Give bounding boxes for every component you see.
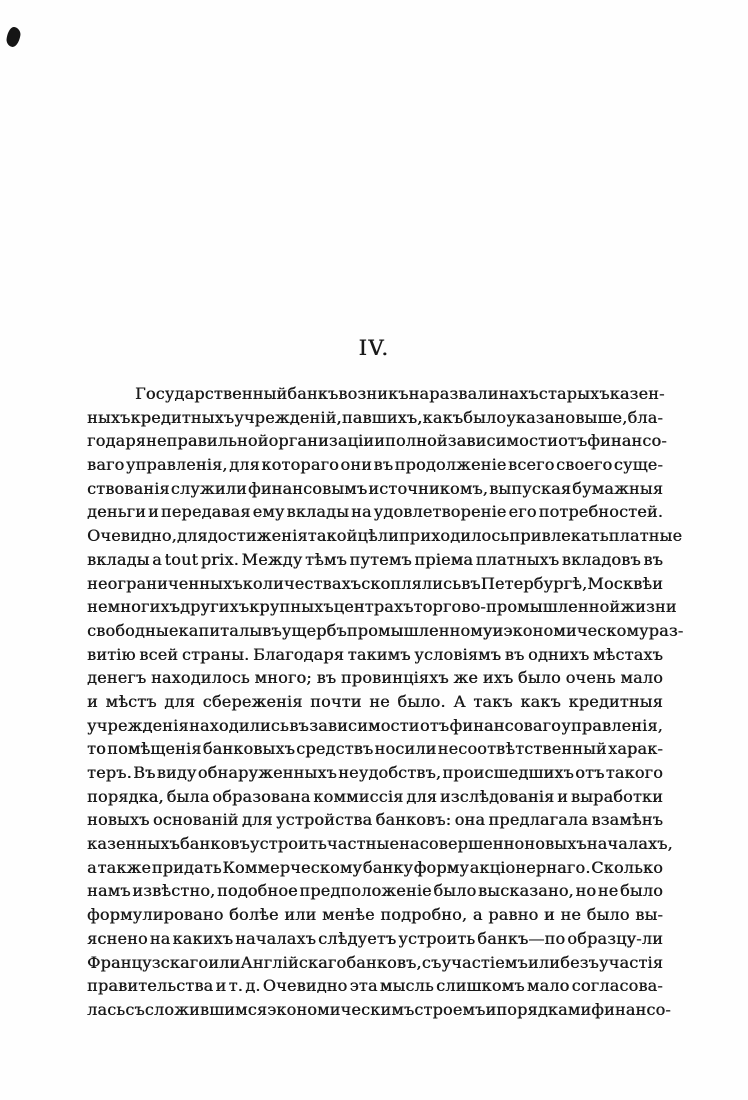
word: взамѣнъ	[591, 810, 663, 830]
word: банковъ:	[375, 810, 452, 830]
word: она	[454, 810, 486, 830]
word: годаря	[87, 431, 146, 451]
word: для	[229, 455, 260, 475]
word: А	[453, 691, 466, 711]
word: и	[87, 691, 98, 711]
word: харак-	[607, 739, 663, 759]
word: вкладовъ	[561, 549, 641, 569]
word: банковъ,	[346, 952, 422, 972]
word: всего	[507, 455, 555, 475]
word: виду	[156, 763, 197, 782]
word: въ	[643, 549, 663, 569]
word: Французскаго	[87, 952, 209, 972]
word: всей	[139, 644, 179, 664]
word: болѣе	[229, 905, 279, 925]
word: придать	[151, 857, 222, 877]
word: кредитныя	[568, 691, 663, 711]
word: зависимости	[447, 431, 558, 451]
word: кредитныхъ	[130, 407, 235, 427]
word: своего	[555, 455, 613, 475]
word: и	[557, 786, 569, 806]
word: строемъ	[414, 999, 486, 1019]
word: источникомъ,	[368, 478, 489, 498]
word: и	[485, 999, 497, 1019]
word: почти	[310, 691, 362, 711]
word: въ	[316, 668, 337, 688]
word: неправильной	[145, 431, 269, 451]
text-line	[87, 384, 663, 408]
word: коммиссія	[313, 786, 404, 806]
word: очень	[565, 668, 616, 688]
word: не	[597, 881, 619, 901]
word: Государственный	[135, 384, 288, 403]
word: приходилось	[398, 526, 510, 546]
word: образована	[212, 786, 311, 806]
word: деньги	[87, 502, 146, 522]
word: ствованія	[87, 478, 170, 498]
word: провинціяхъ	[340, 668, 449, 688]
word: котораго	[261, 455, 339, 475]
word: то	[87, 739, 106, 759]
word: или	[284, 905, 317, 925]
word: теръ.	[87, 763, 132, 782]
word: въ	[373, 455, 394, 475]
word: порядками	[496, 999, 592, 1019]
word: слишкомъ	[436, 976, 525, 996]
word: новыхъ	[524, 834, 587, 854]
word: финансо-	[591, 999, 671, 1019]
word: на	[351, 502, 372, 522]
word: витію	[87, 644, 136, 664]
word: эта	[349, 976, 378, 996]
word: его	[508, 502, 537, 522]
word: пріема	[414, 549, 474, 569]
word: въ	[461, 573, 481, 593]
text-line	[87, 668, 663, 692]
word: для	[164, 691, 195, 711]
word: банковъ	[179, 834, 250, 854]
word: жизни	[620, 597, 677, 617]
text-line	[87, 929, 663, 953]
word: помѣщенія	[107, 739, 202, 759]
word: отъ	[557, 431, 588, 451]
word: банку	[362, 857, 413, 877]
word: Очевидно	[262, 976, 348, 996]
text-line	[87, 479, 663, 503]
word: извѣстно,	[132, 881, 216, 901]
word: сложившимся	[144, 999, 268, 1019]
word: условіямъ	[414, 644, 502, 664]
word: и	[215, 976, 227, 996]
word: скоплялись	[361, 573, 462, 593]
word: цѣли	[357, 526, 399, 546]
word: указано	[506, 407, 576, 427]
word: управленія,	[125, 455, 228, 475]
word: привлекать	[509, 526, 609, 546]
word: или	[527, 952, 560, 972]
word: зависимости	[309, 715, 420, 735]
word: средствъ	[296, 739, 374, 759]
word: лась	[87, 999, 126, 1019]
word: вклады	[286, 502, 350, 522]
word: предлагала	[488, 810, 588, 830]
word: потребностей.	[538, 502, 663, 522]
word: также	[97, 857, 152, 877]
word: продолженіе	[394, 455, 507, 475]
word: а	[472, 905, 483, 925]
word: вклады	[87, 549, 150, 569]
text-line	[87, 645, 663, 669]
word: и	[492, 620, 504, 640]
text-line	[87, 431, 667, 455]
word: порядка,	[87, 786, 164, 806]
word: платные	[608, 526, 683, 546]
word: банкъ—по	[477, 928, 566, 948]
word: организаціи	[268, 431, 375, 451]
word: и	[652, 573, 663, 593]
word: подробно,	[380, 905, 468, 925]
word: участіемъ	[441, 952, 528, 972]
text-line	[87, 810, 663, 834]
word: банковыхъ	[202, 739, 295, 759]
word: съ	[125, 999, 145, 1019]
word: но	[575, 881, 597, 901]
word: бла-	[627, 407, 663, 427]
word: центрахъ	[333, 597, 414, 617]
word: учрежденій,	[234, 407, 342, 427]
word: суще-	[613, 455, 663, 475]
word: въ	[504, 644, 525, 664]
word: казен-	[609, 384, 665, 403]
word: учрежденія	[87, 715, 189, 735]
word: и	[374, 431, 385, 451]
word: денегъ	[87, 668, 147, 688]
word: изслѣдованія	[439, 786, 555, 806]
word: на	[399, 834, 420, 854]
word: безъ	[560, 952, 599, 972]
text-line	[87, 692, 663, 716]
word: подобное	[216, 881, 298, 901]
word: происшедшихъ	[442, 763, 574, 782]
word: участія	[599, 952, 663, 972]
text-line	[87, 526, 683, 550]
word: было	[619, 881, 663, 901]
word: а	[87, 857, 97, 877]
text-line	[87, 834, 673, 858]
word: какъ	[520, 691, 561, 711]
word: для	[176, 526, 208, 546]
word: обнаруженныхъ	[197, 763, 337, 782]
word: менѣе	[321, 905, 375, 925]
word: носили	[374, 739, 437, 759]
word: ущербъ	[281, 620, 347, 640]
word: ныхъ	[87, 407, 131, 427]
text-line	[87, 976, 663, 1000]
word: и	[147, 502, 159, 522]
text-line	[87, 502, 663, 526]
word: находились	[188, 715, 289, 735]
word: служили	[170, 478, 247, 498]
word: раз-	[648, 620, 684, 640]
word: несоотвѣтственный	[437, 739, 607, 759]
word: выпуская	[489, 478, 572, 498]
word: достиженія	[207, 526, 308, 546]
word: развалинахъ	[429, 384, 539, 403]
word: устроить	[398, 928, 476, 948]
word: отъ	[575, 763, 605, 782]
word: частные	[326, 834, 400, 854]
word: началахъ,	[586, 834, 673, 854]
word: капиталы	[178, 620, 263, 640]
word: a	[152, 549, 162, 569]
word: Въ	[133, 763, 156, 782]
word: въ	[289, 715, 309, 735]
text-line	[87, 574, 663, 598]
word: страны.	[181, 644, 250, 664]
word: промышленному	[346, 620, 493, 640]
word: на	[408, 384, 430, 403]
word: финансоваго	[449, 715, 561, 735]
word: формулировано	[87, 905, 224, 925]
word: немногихъ	[87, 597, 180, 617]
word: для	[406, 786, 437, 806]
word: вы-	[635, 905, 663, 925]
text-line	[87, 858, 663, 882]
word: такимъ	[347, 644, 411, 664]
word: т.	[228, 976, 243, 996]
word: банкъ	[287, 384, 339, 403]
text-line	[87, 455, 663, 479]
word: количествахъ	[242, 573, 362, 593]
word: крупныхъ	[249, 597, 334, 617]
word: какихъ	[172, 928, 234, 948]
word: торгово-промышленной	[413, 597, 621, 617]
word: Благодаря	[252, 644, 344, 664]
word: отъ	[419, 715, 450, 735]
word: неограниченныхъ	[87, 573, 243, 593]
word: мысль	[379, 976, 434, 996]
word: для	[241, 810, 273, 830]
word: платныхъ	[475, 549, 560, 569]
text-line	[87, 787, 663, 811]
ink-blot-artifact	[5, 26, 21, 48]
paragraph-block	[87, 384, 684, 1024]
word: акціонернаго.	[469, 857, 591, 877]
word: и	[543, 905, 555, 925]
word: выше,	[575, 407, 628, 427]
word: экономическому	[503, 620, 649, 640]
word: ваго	[87, 455, 125, 475]
word: высказано,	[477, 881, 574, 901]
word: ихъ	[482, 668, 514, 688]
text-line	[87, 999, 671, 1024]
word: согласова-	[571, 976, 663, 996]
text-line	[87, 620, 684, 645]
text-line	[87, 716, 663, 740]
word: Англійскаго	[240, 952, 347, 972]
word: форму	[413, 857, 469, 877]
word: же	[453, 668, 478, 688]
chapter-heading: IV.	[358, 336, 390, 360]
word: Между	[241, 549, 303, 569]
word: такъ	[473, 691, 513, 711]
word: Сколько	[591, 857, 663, 877]
text-line	[87, 881, 663, 905]
word: мѣстахъ	[592, 644, 663, 664]
word: финансо-	[587, 431, 667, 451]
word: павшихъ,	[341, 407, 423, 427]
word: не	[560, 905, 581, 925]
word: удовлетвореніе	[373, 502, 507, 522]
word: другихъ	[179, 597, 250, 617]
word: однихъ	[528, 644, 590, 664]
word: намъ	[87, 881, 131, 901]
word: такой	[307, 526, 358, 546]
text-line	[87, 408, 663, 432]
word: какъ	[422, 407, 464, 427]
word: они	[340, 455, 372, 475]
word: мѣстъ	[105, 691, 157, 711]
word: началахъ	[235, 928, 316, 948]
text-line	[87, 905, 663, 929]
word: было	[433, 881, 477, 901]
word: правительства	[87, 976, 214, 996]
word: Петербургѣ,	[480, 573, 588, 593]
word: казенныхъ	[87, 834, 180, 854]
word: экономическимъ	[267, 999, 415, 1019]
word: новыхъ	[87, 810, 150, 830]
word: равно	[488, 905, 539, 925]
text-line	[87, 550, 663, 574]
word: слѣдуетъ	[318, 928, 397, 948]
word: полной	[385, 431, 448, 451]
text-line	[87, 763, 663, 787]
word: основаній	[152, 810, 239, 830]
word: было	[463, 407, 507, 427]
text-line	[87, 739, 663, 763]
word: prix.	[200, 549, 239, 569]
word: выработки	[570, 786, 663, 806]
word: находилось	[150, 668, 250, 688]
word: сбереженія	[202, 691, 303, 711]
word: тѣмъ	[304, 549, 347, 569]
word: было	[517, 668, 561, 688]
word: была	[166, 786, 210, 806]
word: на	[149, 928, 171, 948]
word: мало	[526, 976, 570, 996]
word: устройства	[276, 810, 373, 830]
word: было	[586, 905, 630, 925]
word: не	[369, 691, 390, 711]
word: образцу-ли	[567, 928, 663, 948]
word: совершенно	[419, 834, 525, 854]
word: въ	[262, 620, 282, 640]
word: такого	[605, 763, 663, 782]
word: мало	[620, 668, 663, 688]
word: съ	[421, 952, 442, 972]
word: ему	[252, 502, 285, 522]
word: передавая	[160, 502, 251, 522]
word: свободные	[87, 620, 179, 640]
word: было.	[397, 691, 446, 711]
word: tout	[164, 549, 199, 569]
word: Коммерческому	[222, 857, 363, 877]
word: устроить	[249, 834, 327, 854]
word: путемъ	[349, 549, 412, 569]
word: яснено	[87, 928, 148, 948]
word: бумажныя	[572, 478, 663, 498]
text-line	[87, 597, 677, 621]
word: предположеніе	[299, 881, 432, 901]
word: финансовымъ	[247, 478, 368, 498]
word: или	[208, 952, 241, 972]
word: Очевидно,	[87, 526, 177, 546]
word: возникъ	[338, 384, 409, 403]
word: д.	[245, 976, 261, 996]
text-line	[87, 953, 663, 977]
word: неудобствъ,	[338, 763, 442, 782]
word: много;	[254, 668, 312, 688]
word: управленія,	[561, 715, 663, 735]
word: Москвѣ	[587, 573, 653, 593]
word: старыхъ	[538, 384, 610, 403]
